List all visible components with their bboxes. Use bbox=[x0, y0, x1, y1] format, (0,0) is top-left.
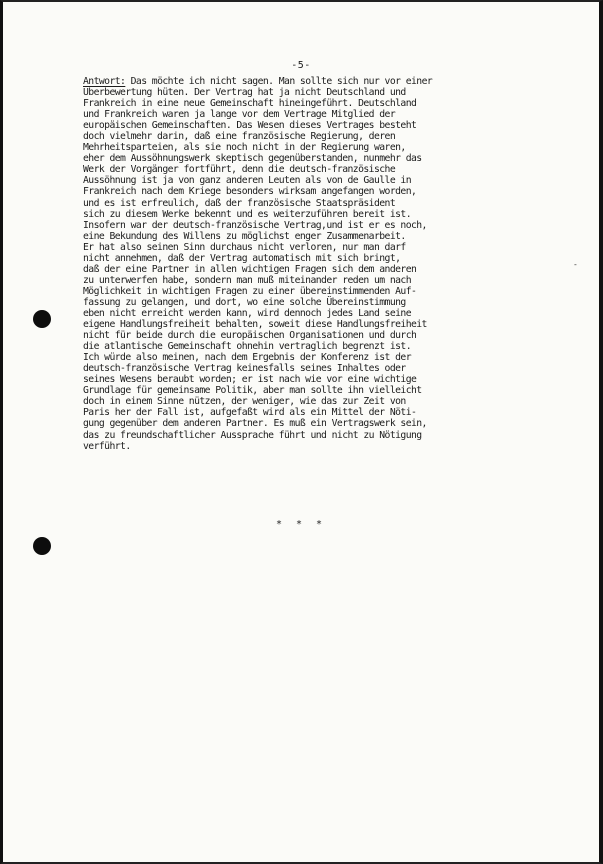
text-line: nicht annehmen, daß der Vertrag automatisch mit sich bringt, bbox=[83, 252, 401, 264]
punch-hole bbox=[33, 537, 51, 555]
text-line: eben nicht erreicht werden kann, wird dennoch jedes Land seine bbox=[83, 307, 411, 319]
text-line: Grundlage für gemeinsame Politik, aber man sollte ihn vielleicht bbox=[83, 385, 422, 397]
text-line: doch vielmehr darin, daß eine französische Regierung, deren bbox=[83, 131, 396, 143]
text-line: deutsch-französische Vertrag keinesfalls seines Inhaltes oder bbox=[83, 363, 406, 375]
text-line: das zu freundschaftlicher Aussprache führt und nicht zu Nötigung bbox=[83, 429, 422, 441]
text-line: gung gegenüber dem anderen Partner. Es muß ein Vertragswerk sein, bbox=[83, 418, 427, 430]
text-line: fassung zu gelangen, und dort, wo eine solche Übereinstimmung bbox=[83, 296, 406, 308]
text-line: doch in einem Sinne nützen, der weniger, wie das zur Zeit von bbox=[83, 396, 406, 408]
text-line: Antwort: Das möchte ich nicht sagen. Man sollte sich nur vor einer bbox=[83, 76, 433, 87]
document-body bbox=[83, 76, 583, 452]
text-line: europäischen Gemeinschaften. Das Wesen dieses Vertrages besteht bbox=[83, 120, 417, 132]
text-line: Ich würde also meinen, nach dem Ergebnis der Konferenz ist der bbox=[83, 352, 411, 364]
text-line: Insofern war der deutsch-französische Vertrag,und ist er es noch, bbox=[83, 219, 427, 231]
text-line: Überbewertung hüten. Der Vertrag hat ja nicht Deutschland und bbox=[83, 87, 406, 99]
text-line: und es ist erfreulich, daß der französische Staatspräsident bbox=[83, 197, 396, 209]
text-line: Werk der Vorgänger fortführt, denn die deutsch-französische bbox=[83, 164, 396, 176]
text-line: seines Wesens beraubt worden; er ist nach wie vor eine wichtige bbox=[83, 374, 417, 386]
text-line: Frankreich nach dem Kriege besonders wirksam angefangen worden, bbox=[83, 186, 417, 198]
text-line: nicht für beide durch die europäischen Organisationen und durch bbox=[83, 330, 417, 342]
page-number: -5- bbox=[291, 60, 311, 71]
answer-label: Antwort: bbox=[83, 76, 126, 87]
text-line: Aussöhnung ist ja von ganz anderen Leuten als von de Gaulle in bbox=[83, 175, 411, 187]
text-line: eher dem Aussöhnungswerk skeptisch gegenüberstanden, nunmehr das bbox=[83, 153, 422, 165]
text-line: Er hat also seinen Sinn durchaus nicht verloren, nur man darf bbox=[83, 241, 406, 253]
section-separator: * * * bbox=[275, 519, 327, 530]
text-line: sich zu diesem Werke bekennt und es weiterzuführen bereit ist. bbox=[83, 208, 411, 220]
text-line: verführt. bbox=[83, 440, 131, 452]
text-line: zu unterwerfen habe, sondern man muß miteinander reden um nach bbox=[83, 274, 411, 286]
text-line: Mehrheitsparteien, als sie noch nicht in der Regierung waren, bbox=[83, 142, 406, 154]
text-line: Frankreich in eine neue Gemeinschaft hineingeführt. Deutschland bbox=[83, 98, 417, 110]
text-line: eigene Handlungsfreiheit behalten, soweit diese Handlungsfreiheit bbox=[83, 319, 427, 331]
text-line: daß der eine Partner in allen wichtigen Fragen sich dem anderen bbox=[83, 263, 417, 275]
text-line: und Frankreich waren ja lange vor dem Vertrage Mitglied der bbox=[83, 109, 396, 121]
punch-hole bbox=[33, 310, 51, 328]
text-line: die atlantische Gemeinschaft ohnehin vertraglich begrenzt ist. bbox=[83, 341, 411, 353]
text-line: Paris her der Fall ist, aufgefaßt wird als ein Mittel der Nöti- bbox=[83, 407, 417, 419]
text-line: Möglichkeit in wichtigen Fragen zu einer übereinstimmenden Auf- bbox=[83, 285, 417, 297]
text-line: eine Bekundung des Willens zu möglichst enger Zusammenarbeit. bbox=[83, 230, 406, 242]
margin-tick-mark: ‑ bbox=[573, 260, 578, 269]
